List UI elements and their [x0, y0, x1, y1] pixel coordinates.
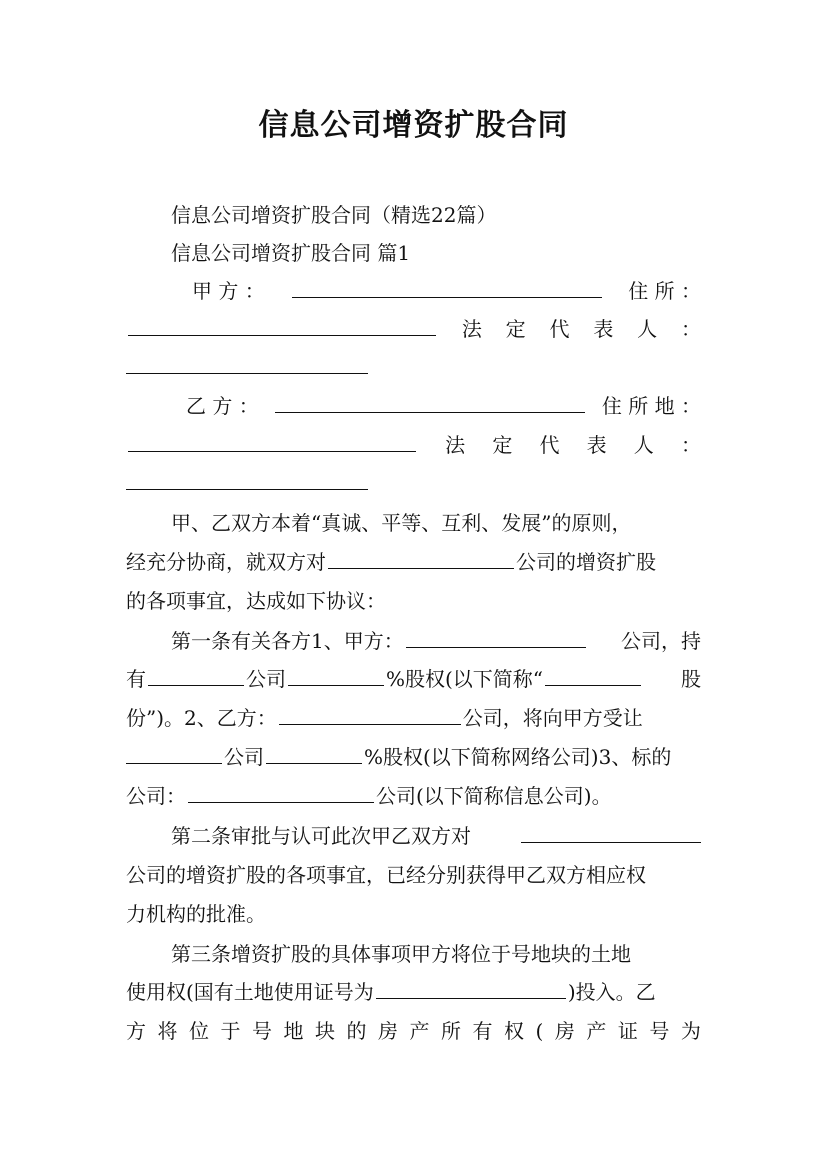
party-b-rep-blank-line	[126, 464, 701, 502]
art1-line-4	[126, 738, 701, 776]
art3-char: 所	[441, 1019, 461, 1043]
chapter-heading: 信息公司增资扩股合同 篇1	[171, 241, 411, 265]
art3-line-3	[126, 1012, 701, 1050]
art1-text: 股	[681, 667, 701, 691]
intro-line-3: 的各项事宜，达成如下协议：	[126, 589, 386, 613]
art1-line-2	[126, 660, 701, 698]
art1-b-percent-blank[interactable]	[266, 745, 362, 764]
party-a-rep-char: 法	[461, 317, 482, 341]
party-a-name-blank[interactable]	[292, 279, 602, 298]
art2-text: 第二条审批与认可此次甲乙双方对	[171, 824, 471, 848]
art1-text: 第一条有关各方1、甲方：	[171, 629, 404, 653]
party-a-rep-char: ：	[680, 317, 701, 341]
art3-char: 块	[315, 1019, 335, 1043]
art3-char: 的	[346, 1019, 367, 1043]
art1-percent-blank[interactable]	[288, 667, 384, 686]
party-b-rep-line	[126, 426, 701, 464]
party-a-label: 甲 方 ：	[192, 279, 265, 303]
art2-line-1	[171, 817, 701, 855]
art1-short-name-blank[interactable]	[545, 667, 641, 686]
art1-line-3	[126, 699, 701, 737]
art1-text: 公司	[246, 667, 286, 691]
art3-char: 权	[504, 1019, 524, 1043]
subtitle: 信息公司增资扩股合同（精选22篇）	[171, 203, 497, 227]
art1-text: 有	[126, 667, 146, 691]
party-a-rep-blank[interactable]	[126, 355, 368, 374]
party-b-rep-char: 人	[633, 433, 654, 457]
document-title: 信息公司增资扩股合同	[258, 108, 569, 143]
party-b-rep-char: 表	[586, 433, 607, 457]
art3-text: )投入。乙	[567, 980, 656, 1004]
art1-text: 公司，持	[621, 629, 701, 653]
party-a-line	[192, 272, 701, 310]
art1-line-1	[171, 622, 701, 660]
party-b-rep-char: 代	[539, 433, 560, 457]
party-a-residence-label: 住 所 ：	[628, 279, 701, 303]
art1-text: 公司(以下简称信息公司)。	[376, 784, 612, 808]
intro-line-1: 甲、乙双方本着“真诚、平等、互利、发展”的原则，	[171, 511, 632, 535]
party-a-rep-line	[126, 310, 701, 348]
art2-line-3: 力机构的批准。	[126, 902, 266, 926]
art3-char: 为	[680, 1019, 701, 1043]
art2-line-2: 公司的增资扩股的各项事宜，已经分别获得甲乙双方相应权	[126, 863, 646, 887]
art1-text: 份”)。2、乙方：	[126, 706, 277, 730]
art3-char: 号	[649, 1019, 670, 1043]
art1-text: 公司：	[126, 784, 186, 808]
art3-char: 房	[554, 1019, 575, 1043]
art1-b-company-blank[interactable]	[126, 745, 222, 764]
intro-text: 公司的增资扩股	[516, 550, 656, 574]
art1-party-a-blank[interactable]	[406, 629, 586, 648]
art3-land-cert-blank[interactable]	[376, 980, 566, 999]
art3-char: 产	[409, 1019, 430, 1043]
intro-line-2	[126, 543, 701, 581]
art1-text: 公司	[224, 745, 264, 769]
art3-char: 产	[586, 1019, 607, 1043]
party-b-rep-blank[interactable]	[126, 471, 368, 490]
art3-char: 地	[283, 1019, 304, 1043]
art3-char: 方	[126, 1019, 146, 1043]
art2-company-blank[interactable]	[521, 824, 701, 843]
art3-char: 将	[157, 1019, 178, 1043]
party-b-name-blank[interactable]	[275, 394, 585, 413]
intro-text: 经充分协商，就双方对	[126, 550, 326, 574]
art3-line-1: 第三条增资扩股的具体事项甲方将位于号地块的土地	[171, 942, 631, 966]
party-b-label: 乙 方 ：	[186, 394, 259, 418]
party-a-rep-char: 代	[549, 317, 570, 341]
party-b-line	[186, 387, 701, 425]
art1-company-blank[interactable]	[148, 667, 244, 686]
art1-text: 公司，将向甲方受让	[462, 706, 643, 730]
art3-text: 使用权(国有土地使用证号为	[126, 980, 374, 1004]
art1-party-b-blank[interactable]	[279, 706, 461, 725]
party-a-rep-blank-line	[126, 348, 701, 386]
art3-char: 房	[378, 1019, 398, 1043]
art3-char: 有	[472, 1019, 493, 1043]
party-a-residence-blank[interactable]	[128, 317, 436, 336]
party-b-residence-blank[interactable]	[128, 433, 416, 452]
party-a-rep-char: 定	[505, 317, 526, 341]
art3-char: 号	[252, 1019, 272, 1043]
party-a-rep-char: 表	[593, 317, 614, 341]
art1-target-company-blank[interactable]	[188, 784, 374, 803]
intro-company-blank[interactable]	[328, 550, 514, 569]
party-b-rep-char: ：	[680, 433, 701, 457]
art3-char: (	[535, 1019, 544, 1043]
party-b-rep-char: 定	[492, 433, 513, 457]
art1-text: %股权(以下简称网络公司)3、标的	[364, 745, 672, 769]
art3-char: 证	[617, 1019, 638, 1043]
party-b-residence-label: 住 所 地 ：	[601, 394, 701, 418]
party-a-rep-char: 人	[637, 317, 658, 341]
party-b-rep-char: 法	[445, 433, 466, 457]
art3-char: 位	[189, 1019, 209, 1043]
art3-char: 于	[220, 1019, 241, 1043]
art3-line-2	[126, 973, 701, 1011]
art1-text: %股权(以下简称“	[386, 667, 544, 691]
art1-line-5	[126, 777, 701, 815]
